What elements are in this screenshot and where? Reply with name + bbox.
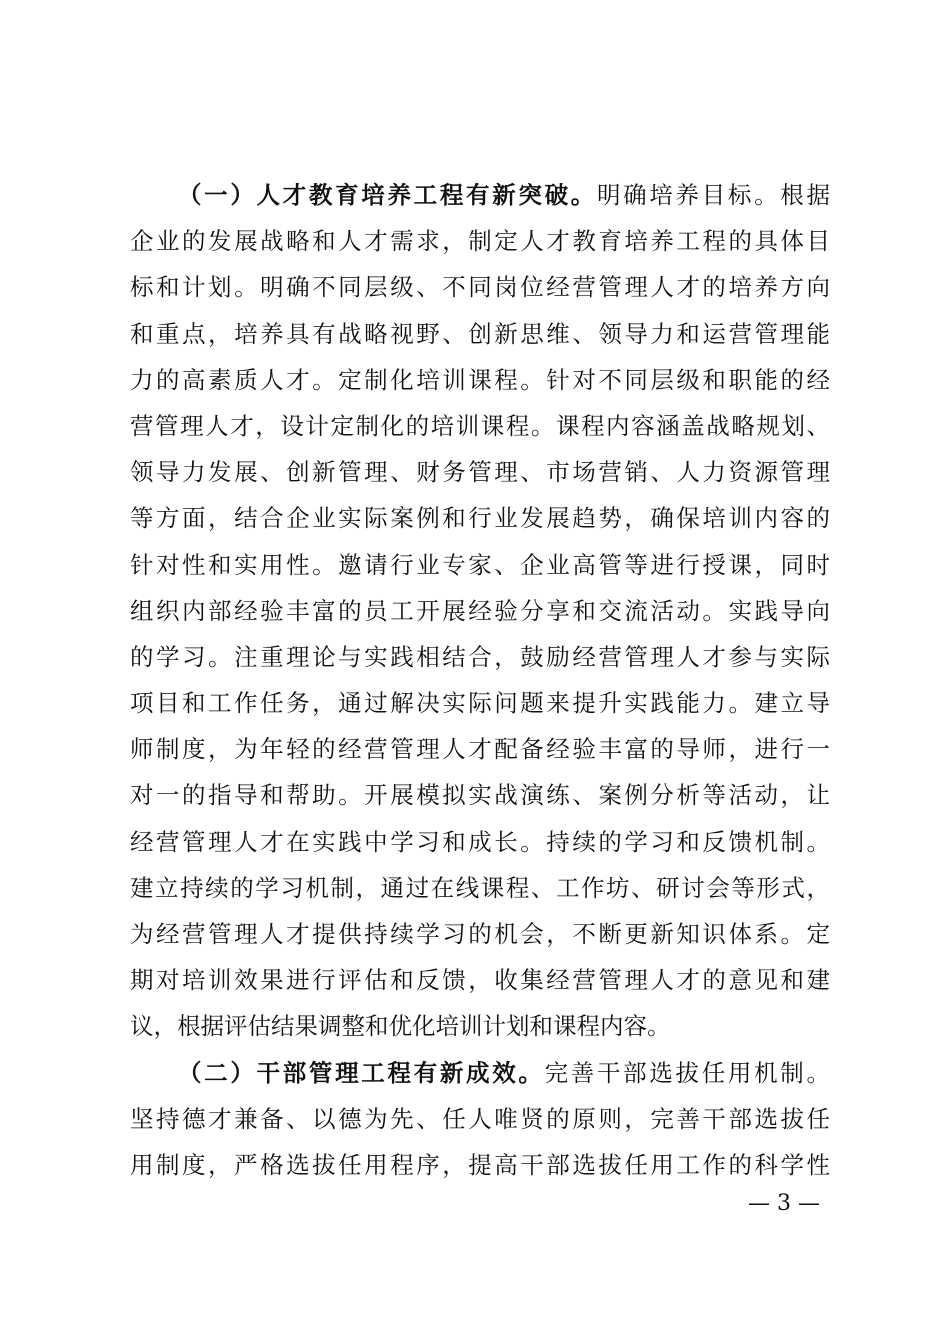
text-line: 企业的发展战略和人才需求，制定人才教育培养工程的具体目 bbox=[130, 227, 830, 256]
text-line: 明确培养目标。根据 bbox=[597, 181, 830, 209]
page-number: — 3 — bbox=[748, 1191, 820, 1216]
text-line: 组织内部经验丰富的员工开展经验分享和交流活动。实践导向 bbox=[130, 596, 830, 625]
paragraph-2-heading-line bbox=[130, 1050, 830, 1096]
text-line: 和重点，培养具有战略视野、创新思维、领导力和运营管理能 bbox=[130, 319, 830, 348]
text-line: 营管理人才，设计定制化的培训课程。课程内容涵盖战略规划、 bbox=[130, 411, 830, 440]
text-line: 的学习。注重理论与实践相结合，鼓励经营管理人才参与实际 bbox=[130, 642, 830, 671]
text-line: 建立持续的学习机制，通过在线课程、工作坊、研讨会等形式， bbox=[130, 873, 830, 902]
paragraph-1-heading-line bbox=[130, 172, 830, 218]
text-line: 项目和工作任务，通过解决实际问题来提升实践能力。建立导 bbox=[130, 689, 830, 718]
text-line: 经营管理人才在实践中学习和成长。持续的学习和反馈机制。 bbox=[130, 827, 830, 856]
text-line: 标和计划。明确不同层级、不同岗位经营管理人才的培养方向 bbox=[130, 273, 830, 302]
text-line: 等方面，结合企业实际案例和行业发展趋势，确保培训内容的 bbox=[130, 504, 830, 533]
text-line: 力的高素质人才。定制化培训课程。针对不同层级和职能的经 bbox=[130, 365, 830, 394]
text-line: 用制度，严格选拔任用程序，提高干部选拔任用工作的科学性 bbox=[130, 1150, 830, 1179]
text-line: 坚持德才兼备、以德为先、任人唯贤的原则，完善干部选拔任 bbox=[130, 1104, 830, 1133]
text-line: 议，根据评估结果调整和优化培训计划和课程内容。 bbox=[130, 1012, 671, 1041]
section-2-heading: （二）干部管理工程有新成效。 bbox=[178, 1058, 545, 1087]
text-line: 针对性和实用性。邀请行业专家、企业高管等进行授课，同时 bbox=[130, 550, 830, 579]
text-line: 师制度，为年轻的经营管理人才配备经验丰富的导师，进行一 bbox=[130, 735, 830, 764]
text-line: 完善干部选拔任用机制。 bbox=[544, 1058, 830, 1087]
text-line: 为经营管理人才提供持续学习的机会，不断更新知识体系。定 bbox=[130, 920, 830, 948]
text-line: 对一的指导和帮助。开展模拟实战演练、案例分析等活动，让 bbox=[130, 781, 830, 810]
text-line: 领导力发展、创新管理、财务管理、市场营销、人力资源管理 bbox=[130, 458, 830, 487]
section-1-heading: （一）人才教育培养工程有新突破。 bbox=[178, 181, 597, 209]
document-body bbox=[130, 172, 830, 1188]
text-line: 期对培训效果进行评估和反馈，收集经营管理人才的意见和建 bbox=[130, 966, 830, 995]
